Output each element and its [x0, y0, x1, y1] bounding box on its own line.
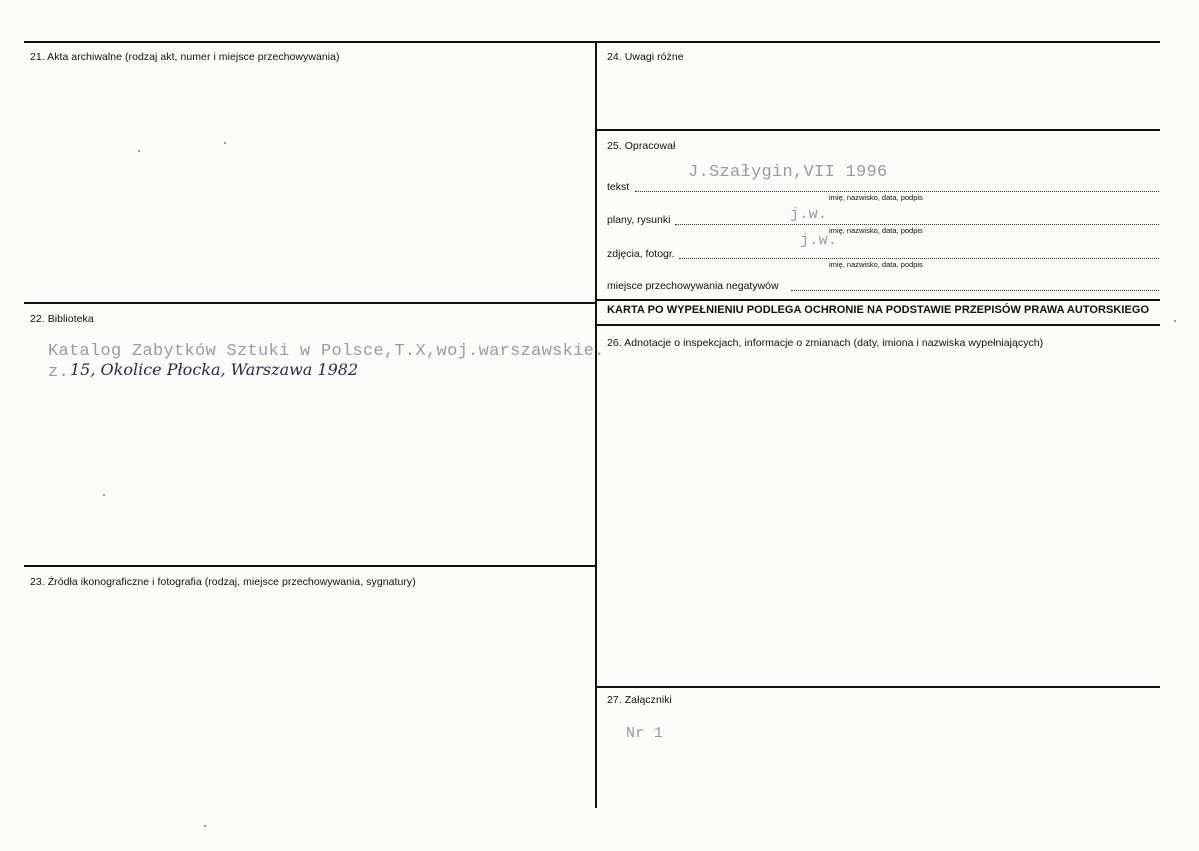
scan-speck	[103, 494, 105, 496]
section-21-label: 21. Akta archiwalne (rodzaj akt, numer i miejsce przechowywania)	[30, 51, 340, 63]
divider-notice-26	[596, 324, 1160, 326]
tekst-dotted-line	[635, 191, 1159, 192]
section-22-typed-line2-prefix: z.	[48, 363, 70, 382]
scan-speck	[1174, 320, 1176, 322]
copyright-notice: KARTA PO WYPEŁNIENIU PODLEGA OCHRONIE NA PODSTAWIE PRZEPISÓW PRAWA AUTORSKIEGO	[607, 304, 1150, 316]
divider-25-notice	[596, 299, 1160, 301]
tekst-hint: imię, nazwisko, data, podpis	[829, 193, 923, 202]
plany-dotted-line	[675, 224, 1159, 225]
section-25-plany-value: j.w.	[790, 206, 828, 223]
section-25-zdjecia-value: j.w.	[800, 232, 838, 249]
divider-21-22	[24, 302, 596, 304]
center-divider	[595, 41, 597, 808]
section-25-tekst-value: J.Szałygin,VII 1996	[688, 163, 888, 182]
divider-24-25	[596, 129, 1160, 131]
section-22-label: 22. Biblioteka	[30, 313, 94, 325]
zdjecia-dotted-line	[679, 258, 1159, 259]
scan-speck	[224, 142, 226, 144]
tekst-label: tekst	[607, 181, 630, 193]
negatywy-label: miejsce przechowywania negatywów	[607, 280, 779, 292]
scan-speck	[138, 150, 140, 152]
zdjecia-hint: imię, nazwisko, data, podpis	[829, 260, 923, 269]
divider-22-23	[24, 565, 596, 567]
top-border-line	[24, 41, 1160, 43]
section-22-typed-line1: Katalog Zabytków Sztuki w Polsce,T.X,woj.warszawskie.	[48, 342, 605, 361]
section-25-label: 25. Opracował	[607, 140, 676, 152]
scan-speck	[204, 825, 206, 827]
plany-label: plany, rysunki	[607, 214, 671, 226]
section-24-label: 24. Uwagi różne	[607, 51, 684, 63]
section-23-label: 23. Źródła ikonograficzne i fotografia (rodzaj, miejsce przechowywania, sygnatury)	[30, 576, 416, 588]
divider-26-27	[596, 686, 1160, 688]
plany-hint: imię, nazwisko, data, podpis	[829, 226, 923, 235]
section-22-handwritten-line2: 15, Okolice Płocka, Warszawa 1982	[70, 360, 359, 379]
zdjecia-label: zdjęcia, fotogr.	[607, 248, 675, 260]
section-26-label: 26. Adnotacje o inspekcjach, informacje o zmianach (daty, imiona i nazwiska wypełniających)	[607, 337, 1044, 349]
section-27-typed-value: Nr 1	[626, 725, 664, 742]
negatywy-dotted-line	[791, 290, 1159, 291]
section-27-label: 27. Załączniki	[607, 694, 672, 706]
section-25-negatywy-row	[607, 280, 1159, 294]
